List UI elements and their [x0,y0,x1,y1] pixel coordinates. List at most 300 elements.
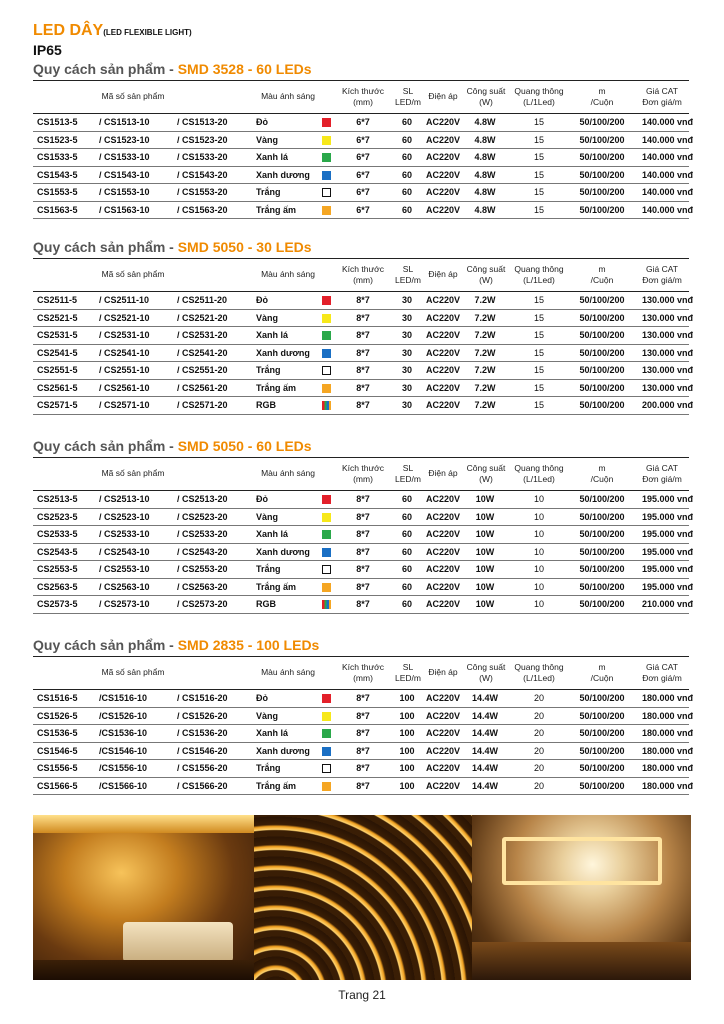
product-code-10m: / CS2533-10 [99,529,150,539]
page-subtitle: (LED FLEXIBLE LIGHT) [103,28,192,37]
power: 10W [475,581,495,592]
unit-price: 130.000 vnđ [641,365,693,375]
power: 14.4W [471,780,498,791]
light-color: Trắng [256,763,281,773]
meters-per-roll: 50/100/200 [579,780,625,791]
size-mm: 8*7 [356,511,370,522]
voltage: AC220V [425,745,461,756]
ip-rating: IP65 [33,42,62,58]
product-code-5m: CS1556-5 [37,763,78,773]
section-title [33,437,689,457]
product-code-5m: CS2511-5 [37,295,78,305]
product-code-20m: / CS1553-20 [177,187,228,197]
lumen: 15 [533,134,544,145]
photo-led-strip-coil [254,815,472,980]
voltage: AC220V [425,134,461,145]
product-photos [33,815,691,980]
product-code-5m: CS2563-5 [37,581,78,592]
table-row [33,292,693,310]
light-color: Đỏ [256,295,268,305]
led-per-meter: 30 [401,312,412,323]
led-per-meter: 100 [399,693,415,703]
power: 4.8W [474,204,496,215]
size-mm: 8*7 [356,494,370,504]
size-mm: 6*7 [356,152,370,162]
unit-price: 130.000 vnđ [641,347,693,358]
section-title-prefix: Quy cách sản phẩm - [33,239,178,255]
size-mm: 8*7 [356,400,370,410]
product-code-20m: / CS2553-20 [177,564,228,574]
led-per-meter: 60 [401,187,412,197]
meters-per-roll: 50/100/200 [579,564,625,574]
meters-per-roll: 50/100/200 [579,295,625,305]
column-header-price: Giá CAT Đơn giá/m [642,462,682,484]
color-swatch [322,366,331,375]
meters-per-roll: 50/100/200 [579,204,625,215]
led-per-meter: 100 [399,763,415,773]
size-mm: 6*7 [356,187,370,197]
size-mm: 6*7 [356,204,370,215]
table-row [33,397,693,415]
column-header-code: Mã số sản phẩm [101,269,165,279]
power: 7.2W [474,365,496,375]
table-header [33,258,689,292]
light-color: Vàng [256,511,279,522]
voltage: AC220V [425,599,461,609]
size-mm: 8*7 [356,564,370,574]
light-color: Vàng [256,312,279,323]
led-per-meter: 100 [399,745,415,756]
product-code-5m: CS1526-5 [37,710,78,721]
led-per-meter: 100 [399,728,415,738]
voltage: AC220V [425,152,461,162]
size-mm: 8*7 [356,382,370,393]
table-header [33,457,689,491]
product-code-5m: CS1523-5 [37,134,78,145]
column-header-size: Kích thước (mm) [342,462,384,484]
power: 10W [475,599,495,609]
column-header-sl: SL LED/m [395,263,421,285]
power: 4.8W [474,152,496,162]
power: 7.2W [474,312,496,323]
unit-price: 195.000 vnđ [641,546,693,557]
voltage: AC220V [425,365,461,375]
product-code-10m: / CS2521-10 [99,312,150,323]
table-header [33,80,689,114]
color-swatch [322,206,331,215]
voltage: AC220V [425,546,461,557]
power: 14.4W [471,728,498,738]
meters-per-roll: 50/100/200 [579,581,625,592]
product-code-5m: CS1543-5 [37,169,78,180]
product-code-20m: / CS2511-20 [177,295,228,305]
product-code-5m: CS1516-5 [37,693,78,703]
size-mm: 8*7 [356,599,370,609]
lumen: 10 [533,581,544,592]
table-row [33,362,693,380]
product-code-20m: / CS2571-20 [177,400,228,410]
size-mm: 8*7 [356,347,370,358]
light-color: RGB [256,599,276,609]
product-code-5m: CS1536-5 [37,728,78,738]
product-code-5m: CS1513-5 [37,117,78,127]
light-color: Xanh dương [256,169,310,180]
power: 10W [475,546,495,557]
lumen: 15 [533,117,544,127]
lumen: 10 [533,511,544,522]
led-per-meter: 100 [399,710,415,721]
product-code-10m: / CS2543-10 [99,546,150,557]
column-header-size: Kích thước (mm) [342,85,384,107]
product-code-10m: /CS1556-10 [99,763,148,773]
lumen: 15 [533,312,544,323]
column-header-price: Giá CAT Đơn giá/m [642,661,682,683]
lumen: 15 [533,187,544,197]
column-header-m: m /Cuộn [590,661,614,683]
led-per-meter: 60 [401,599,412,609]
voltage: AC220V [425,511,461,522]
led-per-meter: 60 [401,152,412,162]
meters-per-roll: 50/100/200 [579,169,625,180]
light-color: Trắng ấm [256,581,297,592]
column-header-color: Màu ánh sáng [261,269,315,279]
power: 4.8W [474,169,496,180]
light-color: Xanh dương [256,546,310,557]
led-per-meter: 60 [401,529,412,539]
product-code-10m: / CS2541-10 [99,347,150,358]
voltage: AC220V [425,581,461,592]
led-per-meter: 60 [401,581,412,592]
voltage: AC220V [425,187,461,197]
product-code-20m: / CS2551-20 [177,365,228,375]
unit-price: 140.000 vnđ [641,204,693,215]
light-color: Trắng [256,365,281,375]
product-code-10m: /CS1536-10 [99,728,148,738]
size-mm: 8*7 [356,581,370,592]
product-code-5m: CS2553-5 [37,564,78,574]
unit-price: 140.000 vnđ [641,187,693,197]
voltage: AC220V [425,529,461,539]
unit-price: 130.000 vnđ [641,312,693,323]
unit-price: 140.000 vnđ [641,152,693,162]
power: 10W [475,494,495,504]
spec-section [33,238,693,415]
product-code-5m: CS2573-5 [37,599,78,609]
product-code-20m: / CS2523-20 [177,511,228,522]
table-row [33,561,693,579]
meters-per-roll: 50/100/200 [579,529,625,539]
voltage: AC220V [425,117,461,127]
color-swatch [322,153,331,162]
color-swatch [322,188,331,197]
column-header-voltage: Điện áp [428,468,458,478]
table-row [33,596,693,614]
lumen: 20 [533,693,544,703]
table-row [33,491,693,509]
color-swatch [322,171,331,180]
lumen: 15 [533,400,544,410]
table-row [33,579,693,597]
product-code-10m: / CS1553-10 [99,187,150,197]
column-header-sl: SL LED/m [395,462,421,484]
unit-price: 140.000 vnđ [641,169,693,180]
unit-price: 195.000 vnđ [641,511,693,522]
unit-price: 180.000 vnđ [641,710,693,721]
size-mm: 8*7 [356,330,370,340]
led-per-meter: 30 [401,330,412,340]
table-row [33,509,693,527]
color-swatch [322,712,331,721]
unit-price: 195.000 vnđ [641,529,693,539]
voltage: AC220V [425,728,461,738]
unit-price: 180.000 vnđ [641,763,693,773]
light-color: Trắng [256,564,281,574]
section-title-highlight: SMD 3528 - 60 LEDs [177,61,312,77]
page-header [33,22,192,58]
color-swatch [322,296,331,305]
unit-price: 130.000 vnđ [641,382,693,393]
voltage: AC220V [425,780,461,791]
size-mm: 8*7 [356,365,370,375]
table-row [33,380,693,398]
color-swatch [322,782,331,791]
lumen: 10 [533,599,544,609]
column-header-code: Mã số sản phẩm [101,667,165,677]
product-code-10m: / CS1533-10 [99,152,150,162]
light-color: Đỏ [256,117,268,127]
product-code-20m: / CS1536-20 [177,728,228,738]
size-mm: 6*7 [356,134,370,145]
color-swatch [322,600,331,609]
page-title: LED DÂY [33,22,104,39]
unit-price: 195.000 vnđ [641,564,693,574]
column-header-size: Kích thước (mm) [342,263,384,285]
meters-per-roll: 50/100/200 [579,511,625,522]
product-code-20m: / CS1523-20 [177,134,228,145]
product-code-5m: CS2523-5 [37,511,78,522]
meters-per-roll: 50/100/200 [579,382,625,393]
size-mm: 8*7 [356,295,370,305]
column-header-price: Giá CAT Đơn giá/m [642,263,682,285]
color-swatch [322,136,331,145]
lumen: 10 [533,529,544,539]
meters-per-roll: 50/100/200 [579,330,625,340]
unit-price: 180.000 vnđ [641,728,693,738]
product-code-20m: / CS1533-20 [177,152,228,162]
meters-per-roll: 50/100/200 [579,152,625,162]
lumen: 10 [533,546,544,557]
product-code-5m: CS1546-5 [37,745,78,756]
color-swatch [322,401,331,410]
column-header-sl: SL LED/m [395,661,421,683]
product-code-5m: CS2541-5 [37,347,78,358]
light-color: Trắng ấm [256,382,297,393]
table-row [33,778,693,796]
unit-price: 180.000 vnđ [641,745,693,756]
color-swatch [322,747,331,756]
unit-price: 130.000 vnđ [641,295,693,305]
product-code-5m: CS2551-5 [37,365,78,375]
unit-price: 210.000 vnđ [641,599,693,609]
led-per-meter: 60 [401,204,412,215]
section-title [33,636,689,656]
product-code-5m: CS2571-5 [37,400,78,410]
product-code-20m: / CS2521-20 [177,312,228,323]
unit-price: 140.000 vnđ [641,117,693,127]
column-header-power: Công suất (W) [466,85,506,107]
size-mm: 8*7 [356,745,370,756]
product-code-5m: CS1563-5 [37,204,78,215]
section-title-highlight: SMD 5050 - 30 LEDs [177,239,312,255]
led-per-meter: 60 [401,564,412,574]
product-code-5m: CS2543-5 [37,546,78,557]
product-code-10m: / CS2513-10 [99,494,150,504]
table-row [33,327,693,345]
product-code-10m: /CS1516-10 [99,693,148,703]
voltage: AC220V [425,204,461,215]
table-row [33,708,693,726]
power: 10W [475,511,495,522]
voltage: AC220V [425,494,461,504]
lumen: 10 [533,564,544,574]
product-code-10m: / CS1563-10 [99,204,150,215]
meters-per-roll: 50/100/200 [579,599,625,609]
photo-ceiling-cove [472,815,691,980]
unit-price: 200.000 vnđ [641,400,693,410]
color-swatch [322,513,331,522]
color-swatch [322,349,331,358]
color-swatch [322,495,331,504]
column-header-color: Màu ánh sáng [261,667,315,677]
lumen: 10 [533,494,544,504]
table-row [33,345,693,363]
unit-price: 195.000 vnđ [641,581,693,592]
spec-section [33,60,693,219]
unit-price: 180.000 vnđ [641,693,693,703]
lumen: 15 [533,204,544,215]
meters-per-roll: 50/100/200 [579,710,625,721]
led-per-meter: 100 [399,780,415,791]
photo-living-room [33,815,254,980]
column-header-voltage: Điện áp [428,269,458,279]
power: 14.4W [471,710,498,721]
power: 7.2W [474,295,496,305]
section-title-prefix: Quy cách sản phẩm - [33,438,178,454]
column-header-size: Kích thước (mm) [342,661,384,683]
product-code-5m: CS2513-5 [37,494,78,504]
light-color: Trắng [256,187,281,197]
column-header-m: m /Cuộn [590,462,614,484]
meters-per-roll: 50/100/200 [579,187,625,197]
product-code-10m: /CS1566-10 [99,780,148,791]
section-title [33,238,689,258]
lumen: 15 [533,347,544,358]
product-code-20m: / CS1543-20 [177,169,228,180]
led-per-meter: 60 [401,117,412,127]
lumen: 15 [533,169,544,180]
section-title-highlight: SMD 2835 - 100 LEDs [177,637,320,653]
voltage: AC220V [425,347,461,358]
section-title [33,60,689,80]
light-color: Trắng ấm [256,204,297,215]
meters-per-roll: 50/100/200 [579,546,625,557]
product-code-20m: / CS2543-20 [177,546,228,557]
power: 4.8W [474,117,496,127]
voltage: AC220V [425,330,461,340]
column-header-lumen: Quang thông (L/1Led) [514,462,564,484]
table-row [33,202,693,220]
meters-per-roll: 50/100/200 [579,134,625,145]
table-row [33,114,693,132]
led-per-meter: 60 [401,511,412,522]
voltage: AC220V [425,564,461,574]
meters-per-roll: 50/100/200 [579,347,625,358]
color-swatch [322,314,331,323]
table-row [33,184,693,202]
product-code-10m: / CS2571-10 [99,400,150,410]
column-header-power: Công suất (W) [466,661,506,683]
table-header [33,656,689,690]
meters-per-roll: 50/100/200 [579,312,625,323]
meters-per-roll: 50/100/200 [579,117,625,127]
size-mm: 8*7 [356,693,370,703]
voltage: AC220V [425,693,461,703]
product-code-10m: / CS2551-10 [99,365,150,375]
led-per-meter: 60 [401,546,412,557]
table-row [33,690,693,708]
size-mm: 8*7 [356,763,370,773]
product-code-10m: / CS2511-10 [99,295,150,305]
product-code-10m: /CS1546-10 [99,745,148,756]
size-mm: 6*7 [356,169,370,180]
led-per-meter: 30 [401,400,412,410]
product-code-20m: / CS1566-20 [177,780,228,791]
product-code-20m: / CS2531-20 [177,330,228,340]
light-color: Đỏ [256,494,268,504]
meters-per-roll: 50/100/200 [579,365,625,375]
size-mm: 8*7 [356,780,370,791]
size-mm: 8*7 [356,529,370,539]
meters-per-roll: 50/100/200 [579,763,625,773]
column-header-voltage: Điện áp [428,667,458,677]
product-code-10m: / CS2561-10 [99,382,150,393]
column-header-color: Màu ánh sáng [261,468,315,478]
light-color: Xanh lá [256,152,289,162]
column-header-lumen: Quang thông (L/1Led) [514,661,564,683]
power: 7.2W [474,400,496,410]
power: 7.2W [474,330,496,340]
voltage: AC220V [425,312,461,323]
size-mm: 6*7 [356,117,370,127]
color-swatch [322,548,331,557]
product-code-20m: / CS1546-20 [177,745,228,756]
unit-price: 180.000 vnđ [641,780,693,791]
column-header-price: Giá CAT Đơn giá/m [642,85,682,107]
light-color: RGB [256,400,276,410]
product-code-20m: / CS1516-20 [177,693,228,703]
color-swatch [322,384,331,393]
column-header-power: Công suất (W) [466,462,506,484]
table-row [33,544,693,562]
product-code-10m: / CS2553-10 [99,564,150,574]
light-color: Xanh lá [256,529,289,539]
product-code-5m: CS1566-5 [37,780,78,791]
product-code-10m: / CS2531-10 [99,330,150,340]
product-code-10m: / CS1523-10 [99,134,150,145]
light-color: Xanh lá [256,330,289,340]
product-code-5m: CS2531-5 [37,330,78,340]
size-mm: 8*7 [356,546,370,557]
